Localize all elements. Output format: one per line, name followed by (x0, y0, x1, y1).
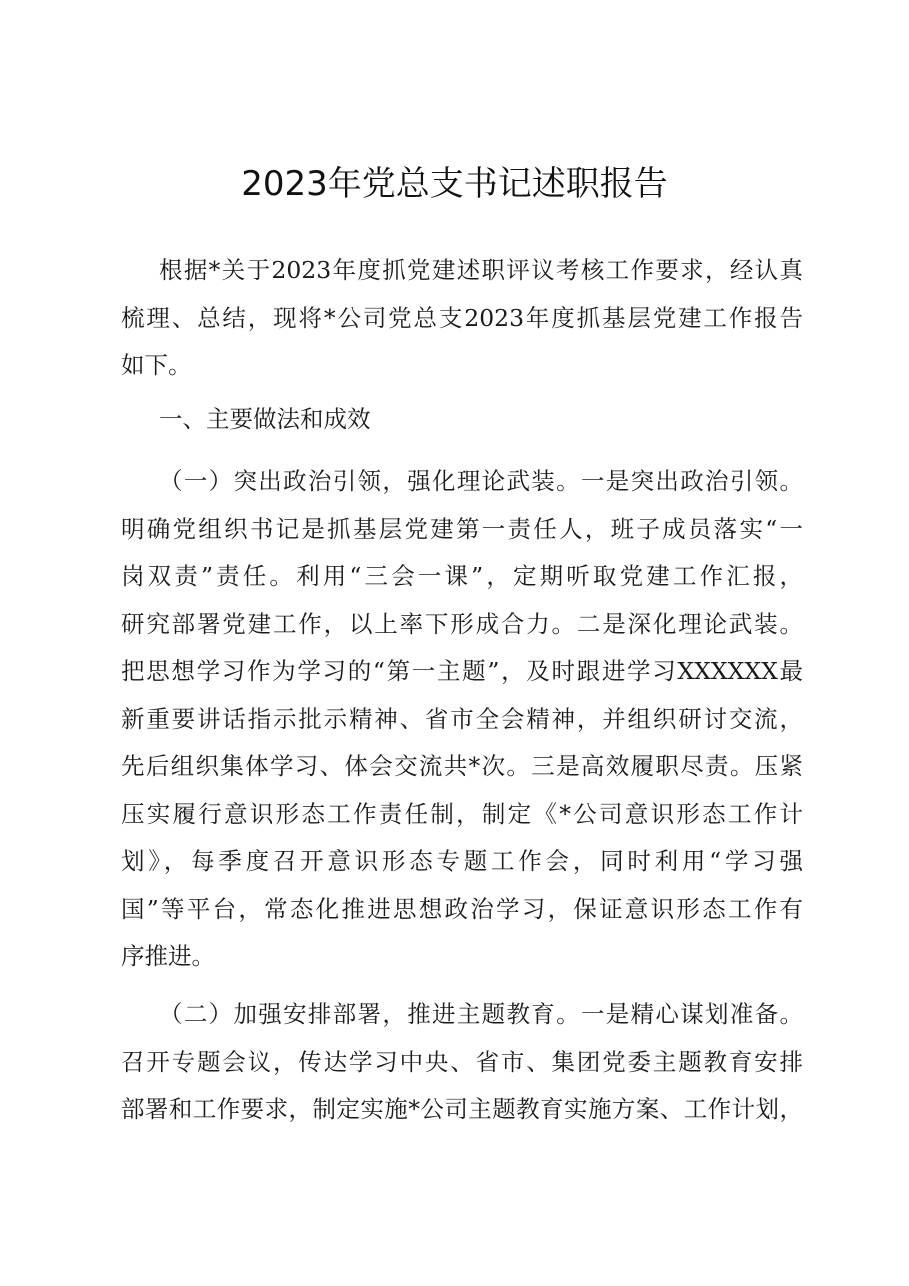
paragraph-line: 序推进。 (121, 942, 215, 970)
paragraph-line: 研究部署党建工作，以上率下形成合力。二是深化理论武装。 (121, 609, 803, 638)
subsection-paragraph-1 (121, 458, 803, 981)
paragraph-line: 召开专题会议，传达学习中央、省市、集团党委主题教育安排 (121, 1047, 803, 1076)
paragraph-line: 新重要讲话指示批示精神、省市全会精神，并组织研讨交流， (121, 704, 803, 733)
paragraph-line: 部署和工作要求，制定实施*公司主题教育实施方案、工作计划， (121, 1095, 803, 1123)
paragraph-line: （一）突出政治引领，强化理论武装。一是突出政治引领。 (159, 467, 803, 495)
paragraph-line: 国”等平台，常态化推进思想政治学习，保证意识形态工作有 (121, 894, 803, 923)
paragraph-line: 梳理、总结，现将*公司党总支2023年度抓基层党建工作报告 (121, 303, 803, 332)
paragraph-line: 先后组织集体学习、体会交流共*次。三是高效履职尽责。压紧 (121, 752, 803, 780)
paragraph-line: 岗双责”责任。利用“三会一课”，定期听取党建工作汇报， (121, 562, 803, 590)
intro-paragraph (121, 247, 803, 390)
subsection-paragraph-2 (121, 991, 803, 1134)
paragraph-line: 压实履行意识形态工作责任制，制定《*公司意识形态工作计 (121, 799, 803, 828)
paragraph-line: 划》，每季度召开意识形态专题工作会，同时利用“学习强 (121, 847, 803, 875)
paragraph-line: 如下。 (121, 351, 192, 379)
paragraph-line: （二）加强安排部署，推进主题教育。一是精心谋划准备。 (159, 1000, 803, 1028)
document-title: 2023年党总支书记述职报告 (241, 164, 668, 204)
section-heading-text: 一、主要做法和成效 (159, 405, 371, 433)
paragraph-line: 根据*关于2023年度抓党建述职评议考核工作要求，经认真 (159, 256, 803, 284)
paragraph-line: 明确党组织书记是抓基层党建第一责任人，班子成员落实“一 (121, 514, 803, 543)
paragraph-line: 把思想学习作为学习的“第一主题”，及时跟进学习XXXXXX最 (121, 657, 803, 685)
section-heading (121, 399, 803, 439)
